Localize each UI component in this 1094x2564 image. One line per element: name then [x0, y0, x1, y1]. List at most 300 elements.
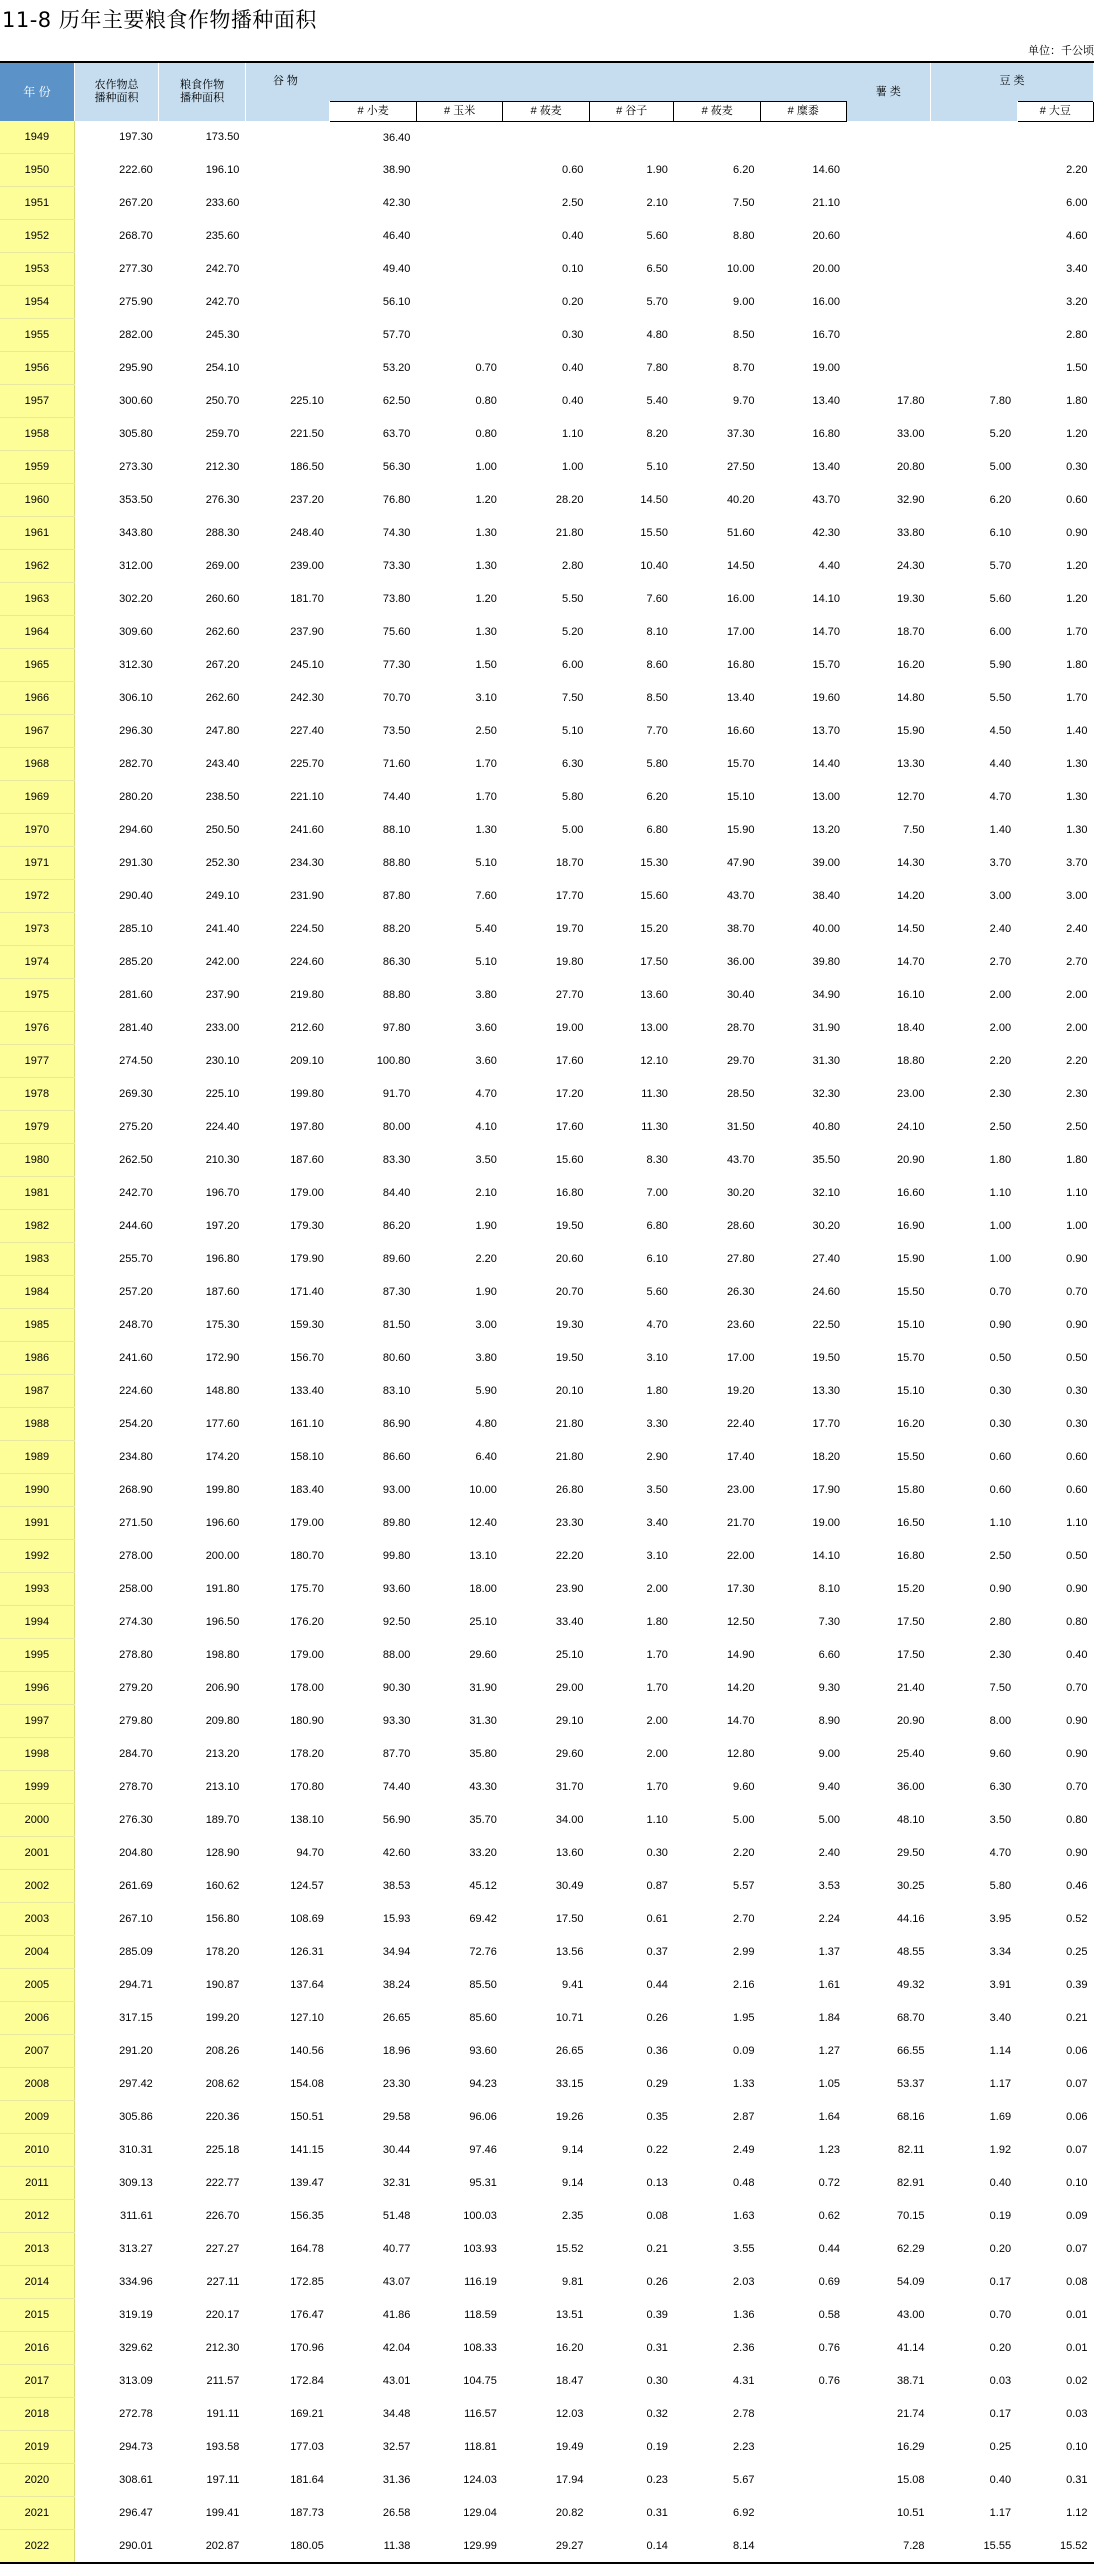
value-cell: 16.50: [897, 1517, 925, 1529]
value-cell: 31.30: [469, 1715, 497, 1727]
value-cell: 29.27: [503, 2530, 590, 2564]
value-cell: 9.81: [562, 2276, 584, 2288]
value-cell: 11.38: [330, 2530, 417, 2564]
value-cell: 222.60: [119, 164, 153, 176]
value-cell: 2.50: [1066, 1121, 1088, 1133]
value-cell: 40.80: [812, 1121, 841, 1133]
value-cell: 35.70: [469, 1814, 497, 1826]
value-cell: 0.87: [646, 1880, 668, 1892]
table-row: [0, 1012, 1094, 1045]
value-cell: [760, 2398, 846, 2431]
table-row: [0, 847, 1094, 880]
value-cell: 5.00: [562, 824, 584, 836]
header-beans-total: [931, 101, 1018, 121]
value-cell: 18.00: [469, 1583, 497, 1595]
value-cell: 43.70: [726, 1154, 755, 1166]
value-cell: 48.55: [897, 1946, 925, 1958]
value-cell: 305.86: [119, 2111, 153, 2123]
value-cell: 0.48: [733, 2177, 755, 2189]
value-cell: 178.20: [290, 1748, 324, 1760]
value-cell: 288.30: [205, 527, 240, 539]
value-cell: 1.95: [733, 2012, 755, 2024]
value-cell: 197.11: [206, 2474, 240, 2486]
year-cell: 2014: [0, 2266, 74, 2299]
value-cell: 29.60: [469, 1649, 497, 1661]
value-cell: 40.77: [382, 2243, 411, 2255]
value-cell: 15.10: [897, 1385, 925, 1397]
table-row: [0, 715, 1094, 748]
value-cell: 19.60: [812, 692, 841, 704]
header-wheat: # 小麦: [330, 101, 417, 121]
value-cell: 31.36: [382, 2474, 411, 2486]
value-cell: 3.95: [989, 1913, 1012, 1925]
table-row: [0, 2068, 1094, 2101]
value-cell: 8.90: [818, 1715, 841, 1727]
value-cell: 0.01: [1066, 2309, 1088, 2321]
value-cell: 221.10: [290, 791, 324, 803]
value-cell: 94.23: [469, 2078, 497, 2090]
value-cell: 15.80: [897, 1484, 925, 1496]
value-cell: 3.70: [1066, 857, 1088, 869]
value-cell: 285.10: [119, 923, 153, 935]
value-cell: 19.26: [555, 2111, 584, 2123]
value-cell: 22.00: [726, 1550, 755, 1562]
table-row: [0, 1375, 1094, 1408]
value-cell: 7.80: [989, 395, 1012, 407]
value-cell: 278.70: [119, 1781, 153, 1793]
value-cell: 13.40: [812, 461, 841, 473]
year-cell: 1981: [0, 1177, 74, 1210]
value-cell: 48.10: [897, 1814, 925, 1826]
value-cell: [589, 121, 674, 154]
value-cell: 6.10: [646, 1253, 668, 1265]
value-cell: 310.31: [119, 2144, 153, 2156]
table-row: [0, 2002, 1094, 2035]
value-cell: 45.12: [469, 1880, 497, 1892]
value-cell: 3.00: [989, 890, 1012, 902]
header-grain-area: 粮食作物 播种面积: [159, 63, 246, 121]
value-cell: 181.70: [290, 593, 324, 605]
value-cell: 40.20: [726, 494, 755, 506]
value-cell: 196.50: [205, 1616, 240, 1628]
value-cell: [416, 220, 503, 253]
value-cell: 89.80: [382, 1517, 411, 1529]
value-cell: 4.70: [475, 1088, 497, 1100]
value-cell: 0.80: [475, 428, 497, 440]
value-cell: 5.10: [475, 857, 497, 869]
value-cell: 5.20: [562, 626, 584, 638]
value-cell: 3.40: [1066, 263, 1088, 275]
value-cell: 15.20: [897, 1583, 925, 1595]
value-cell: 156.35: [290, 2210, 324, 2222]
year-cell: 1950: [0, 154, 74, 187]
value-cell: 0.70: [475, 362, 497, 374]
value-cell: [245, 121, 330, 154]
value-cell: 6.00: [989, 626, 1012, 638]
value-cell: 1.37: [818, 1946, 841, 1958]
table-row: [0, 1837, 1094, 1870]
value-cell: 211.57: [206, 2375, 240, 2387]
year-cell: 1999: [0, 1771, 74, 1804]
value-cell: 10.40: [640, 560, 668, 572]
value-cell: 43.00: [897, 2309, 925, 2321]
value-cell: 0.07: [1066, 2078, 1088, 2090]
value-cell: 57.70: [382, 329, 411, 341]
value-cell: [931, 253, 1018, 286]
value-cell: 5.67: [733, 2474, 755, 2486]
value-cell: 17.60: [555, 1055, 584, 1067]
value-cell: [416, 187, 503, 220]
value-cell: 204.80: [119, 1847, 153, 1859]
value-cell: 197.80: [290, 1121, 324, 1133]
value-cell: 141.15: [290, 2144, 324, 2156]
value-cell: 1.10: [1066, 1517, 1088, 1529]
table-row: [0, 1309, 1094, 1342]
value-cell: 31.90: [812, 1022, 841, 1034]
value-cell: 176.47: [290, 2309, 324, 2321]
value-cell: 2.80: [989, 1616, 1012, 1628]
value-cell: 20.90: [897, 1154, 925, 1166]
value-cell: 28.70: [726, 1022, 755, 1034]
value-cell: 250.70: [205, 395, 240, 407]
value-cell: 80.00: [382, 1121, 411, 1133]
value-cell: 6.10: [989, 527, 1012, 539]
value-cell: 2.03: [733, 2276, 755, 2288]
value-cell: 3.00: [475, 1319, 497, 1331]
value-cell: 8.50: [646, 692, 668, 704]
value-cell: 4.70: [989, 791, 1012, 803]
year-cell: 1988: [0, 1408, 74, 1441]
table-row: [0, 1936, 1094, 1969]
value-cell: 0.30: [1066, 1418, 1088, 1430]
value-cell: 2.40: [1066, 923, 1088, 935]
value-cell: 14.40: [812, 758, 841, 770]
value-cell: 257.20: [119, 1286, 153, 1298]
value-cell: 0.09: [733, 2045, 755, 2057]
table-row: [0, 649, 1094, 682]
value-cell: 6.20: [989, 494, 1012, 506]
value-cell: [416, 253, 503, 286]
value-cell: 93.60: [382, 1583, 411, 1595]
value-cell: 0.17: [989, 2408, 1012, 2420]
year-cell: 2015: [0, 2299, 74, 2332]
value-cell: 3.10: [646, 1352, 668, 1364]
value-cell: 40.00: [812, 923, 841, 935]
value-cell: 139.47: [290, 2177, 324, 2189]
value-cell: 75.60: [382, 626, 411, 638]
table-row: [0, 2464, 1094, 2497]
value-cell: 13.10: [469, 1550, 497, 1562]
value-cell: 32.31: [382, 2177, 411, 2189]
value-cell: 31.50: [726, 1121, 755, 1133]
value-cell: 14.50: [897, 923, 925, 935]
value-cell: 34.48: [382, 2408, 411, 2420]
value-cell: 129.99: [416, 2530, 503, 2564]
value-cell: 21.80: [555, 1451, 584, 1463]
value-cell: 2.80: [1066, 329, 1088, 341]
value-cell: 212.30: [205, 2342, 240, 2354]
value-cell: 2.50: [989, 1121, 1012, 1133]
value-cell: 2.16: [733, 1979, 755, 1991]
value-cell: 1.10: [989, 1187, 1012, 1199]
value-cell: 33.15: [555, 2078, 584, 2090]
value-cell: 13.00: [640, 1022, 668, 1034]
value-cell: 2.40: [989, 923, 1012, 935]
value-cell: 0.07: [1066, 2144, 1088, 2156]
value-cell: 196.10: [205, 164, 240, 176]
table-row: [0, 682, 1094, 715]
value-cell: 15.50: [897, 1286, 925, 1298]
value-cell: 5.00: [818, 1814, 841, 1826]
value-cell: 17.00: [726, 1352, 755, 1364]
value-cell: 278.80: [119, 1649, 153, 1661]
value-cell: 23.60: [726, 1319, 755, 1331]
value-cell: 37.30: [726, 428, 755, 440]
value-cell: 269.00: [205, 560, 240, 572]
value-cell: 179.30: [290, 1220, 324, 1232]
value-cell: 1.70: [646, 1781, 668, 1793]
value-cell: 73.80: [382, 593, 411, 605]
value-cell: 21.10: [812, 197, 841, 209]
value-cell: 291.30: [119, 857, 153, 869]
value-cell: 224.50: [290, 923, 324, 935]
value-cell: 312.00: [119, 560, 153, 572]
year-cell: 2011: [0, 2167, 74, 2200]
year-cell: 1956: [0, 352, 74, 385]
table-row: [0, 1441, 1094, 1474]
value-cell: 18.70: [897, 626, 925, 638]
value-cell: 16.29: [897, 2441, 925, 2453]
value-cell: 2.50: [989, 1550, 1012, 1562]
value-cell: 220.36: [205, 2111, 240, 2123]
value-cell: 12.50: [726, 1616, 755, 1628]
value-cell: 16.90: [897, 1220, 925, 1232]
value-cell: 294.73: [119, 2441, 153, 2453]
value-cell: 0.90: [1066, 1583, 1088, 1595]
value-cell: 6.00: [1066, 197, 1088, 209]
value-cell: [931, 187, 1018, 220]
value-cell: 69.42: [469, 1913, 497, 1925]
table-row: [0, 187, 1094, 220]
value-cell: 14.60: [812, 164, 841, 176]
value-cell: 291.20: [119, 2045, 153, 2057]
value-cell: 4.80: [646, 329, 668, 341]
value-cell: 15.20: [640, 923, 668, 935]
value-cell: 313.09: [119, 2375, 153, 2387]
value-cell: 0.60: [1066, 1484, 1088, 1496]
value-cell: 30.25: [897, 1880, 925, 1892]
value-cell: 1.80: [1066, 1154, 1088, 1166]
value-cell: 1.90: [475, 1220, 497, 1232]
value-cell: 2.80: [562, 560, 584, 572]
value-cell: 36.40: [382, 131, 411, 144]
value-cell: 43.70: [812, 494, 841, 506]
value-cell: 0.06: [1066, 2111, 1088, 2123]
value-cell: 226.70: [205, 2210, 240, 2222]
value-cell: 4.40: [989, 758, 1012, 770]
value-cell: 0.13: [646, 2177, 668, 2189]
value-cell: 3.40: [646, 1517, 668, 1529]
value-cell: 28.60: [726, 1220, 755, 1232]
unit-label: 单位：千公顷: [1028, 44, 1094, 57]
value-cell: 80.60: [382, 1352, 411, 1364]
value-cell: 2.23: [733, 2441, 755, 2453]
value-cell: 227.40: [290, 725, 324, 737]
table-row: [0, 418, 1094, 451]
value-cell: 71.60: [382, 758, 411, 770]
value-cell: 93.60: [469, 2045, 497, 2057]
header-corn: # 玉米: [416, 101, 503, 121]
value-cell: 13.30: [897, 758, 925, 770]
value-cell: 5.00: [989, 461, 1012, 473]
data-table: [0, 63, 1094, 2564]
value-cell: 70.70: [382, 692, 411, 704]
value-cell: 88.00: [382, 1649, 411, 1661]
value-cell: 237.20: [290, 494, 324, 506]
value-cell: 0.70: [1066, 1781, 1088, 1793]
value-cell: 334.96: [119, 2276, 153, 2288]
value-cell: 3.50: [646, 1484, 668, 1496]
value-cell: 9.60: [733, 1781, 755, 1793]
value-cell: 7.50: [903, 824, 925, 836]
table-row: [0, 2398, 1094, 2431]
value-cell: 42.60: [382, 1847, 411, 1859]
value-cell: [846, 220, 931, 253]
value-cell: 88.80: [382, 857, 411, 869]
value-cell: 269.30: [119, 1088, 153, 1100]
value-cell: 0.40: [989, 2177, 1012, 2189]
value-cell: 14.90: [726, 1649, 755, 1661]
value-cell: 6.00: [562, 659, 584, 671]
value-cell: 0.76: [818, 2375, 841, 2387]
value-cell: 1.20: [475, 593, 497, 605]
value-cell: 5.90: [989, 659, 1012, 671]
value-cell: [245, 286, 330, 319]
value-cell: 227.27: [205, 2243, 240, 2255]
value-cell: 285.20: [119, 956, 153, 968]
value-cell: 0.76: [818, 2342, 841, 2354]
table-row: [0, 1474, 1094, 1507]
value-cell: 5.50: [989, 692, 1012, 704]
value-cell: 35.80: [469, 1748, 497, 1760]
value-cell: 1.00: [475, 461, 497, 473]
value-cell: 2.50: [475, 725, 497, 737]
year-cell: 1985: [0, 1309, 74, 1342]
value-cell: 7.28: [846, 2530, 931, 2564]
value-cell: 0.90: [1066, 1253, 1088, 1265]
value-cell: 87.80: [382, 890, 411, 902]
year-cell: 1984: [0, 1276, 74, 1309]
value-cell: 12.10: [640, 1055, 668, 1067]
value-cell: 1.00: [1066, 1220, 1088, 1232]
value-cell: 8.20: [646, 428, 668, 440]
value-cell: 254.10: [205, 362, 240, 374]
value-cell: 0.25: [989, 2441, 1012, 2453]
value-cell: 12.80: [726, 1748, 755, 1760]
value-cell: [931, 319, 1018, 352]
value-cell: 56.10: [382, 296, 411, 308]
value-cell: 16.10: [897, 989, 925, 1001]
value-cell: 7.70: [646, 725, 668, 737]
value-cell: 179.00: [290, 1187, 324, 1199]
year-cell: 1995: [0, 1639, 74, 1672]
value-cell: 178.20: [205, 1946, 240, 1958]
value-cell: 3.50: [989, 1814, 1012, 1826]
table-row: [0, 1705, 1094, 1738]
value-cell: 41.14: [897, 2342, 925, 2354]
value-cell: 2.90: [646, 1451, 668, 1463]
value-cell: 237.90: [290, 626, 324, 638]
value-cell: 2.00: [646, 1715, 668, 1727]
year-cell: 1952: [0, 220, 74, 253]
value-cell: 5.00: [733, 1814, 755, 1826]
table-row: [0, 748, 1094, 781]
value-cell: 15.30: [640, 857, 668, 869]
value-cell: 15.70: [726, 758, 755, 770]
value-cell: 17.00: [726, 626, 755, 638]
value-cell: [245, 352, 330, 385]
table-row: [0, 913, 1094, 946]
table-row: [0, 1177, 1094, 1210]
value-cell: 14.70: [726, 1715, 755, 1727]
value-cell: 7.80: [646, 362, 668, 374]
value-cell: 1.70: [1066, 626, 1088, 638]
value-cell: 0.09: [1066, 2210, 1088, 2222]
value-cell: 1.70: [1066, 692, 1088, 704]
year-cell: 1979: [0, 1111, 74, 1144]
value-cell: 53.20: [382, 362, 411, 374]
value-cell: 0.20: [989, 2342, 1012, 2354]
value-cell: 20.10: [555, 1385, 584, 1397]
table-row: [0, 550, 1094, 583]
value-cell: [846, 154, 931, 187]
value-cell: 170.96: [290, 2342, 324, 2354]
value-cell: 267.20: [119, 197, 153, 209]
value-cell: 9.70: [733, 395, 755, 407]
year-cell: 1974: [0, 946, 74, 979]
value-cell: 249.10: [205, 890, 240, 902]
value-cell: 16.20: [897, 1418, 925, 1430]
header-proso: # 莜麦: [674, 101, 761, 121]
value-cell: 5.90: [475, 1385, 497, 1397]
value-cell: 19.70: [555, 923, 584, 935]
year-cell: 1990: [0, 1474, 74, 1507]
value-cell: 20.00: [812, 263, 841, 275]
value-cell: 1.69: [989, 2111, 1012, 2123]
value-cell: 32.30: [812, 1088, 841, 1100]
value-cell: 116.57: [464, 2408, 497, 2420]
value-cell: 81.50: [382, 1319, 411, 1331]
value-cell: 0.60: [1066, 1451, 1088, 1463]
value-cell: 0.60: [1066, 494, 1088, 506]
value-cell: 1.70: [475, 791, 497, 803]
value-cell: 34.00: [555, 1814, 584, 1826]
value-cell: 0.22: [646, 2144, 668, 2156]
table-row: [0, 2365, 1094, 2398]
year-cell: 1966: [0, 682, 74, 715]
value-cell: 13.51: [555, 2309, 584, 2321]
value-cell: 19.00: [555, 1022, 584, 1034]
value-cell: 0.52: [1066, 1913, 1088, 1925]
value-cell: 302.20: [119, 593, 153, 605]
value-cell: 177.03: [290, 2441, 324, 2453]
value-cell: 179.90: [290, 1253, 324, 1265]
value-cell: 2.87: [733, 2111, 755, 2123]
value-cell: 26.30: [726, 1286, 755, 1298]
value-cell: 262.50: [119, 1154, 153, 1166]
table-row: [0, 2299, 1094, 2332]
value-cell: 244.60: [119, 1220, 153, 1232]
